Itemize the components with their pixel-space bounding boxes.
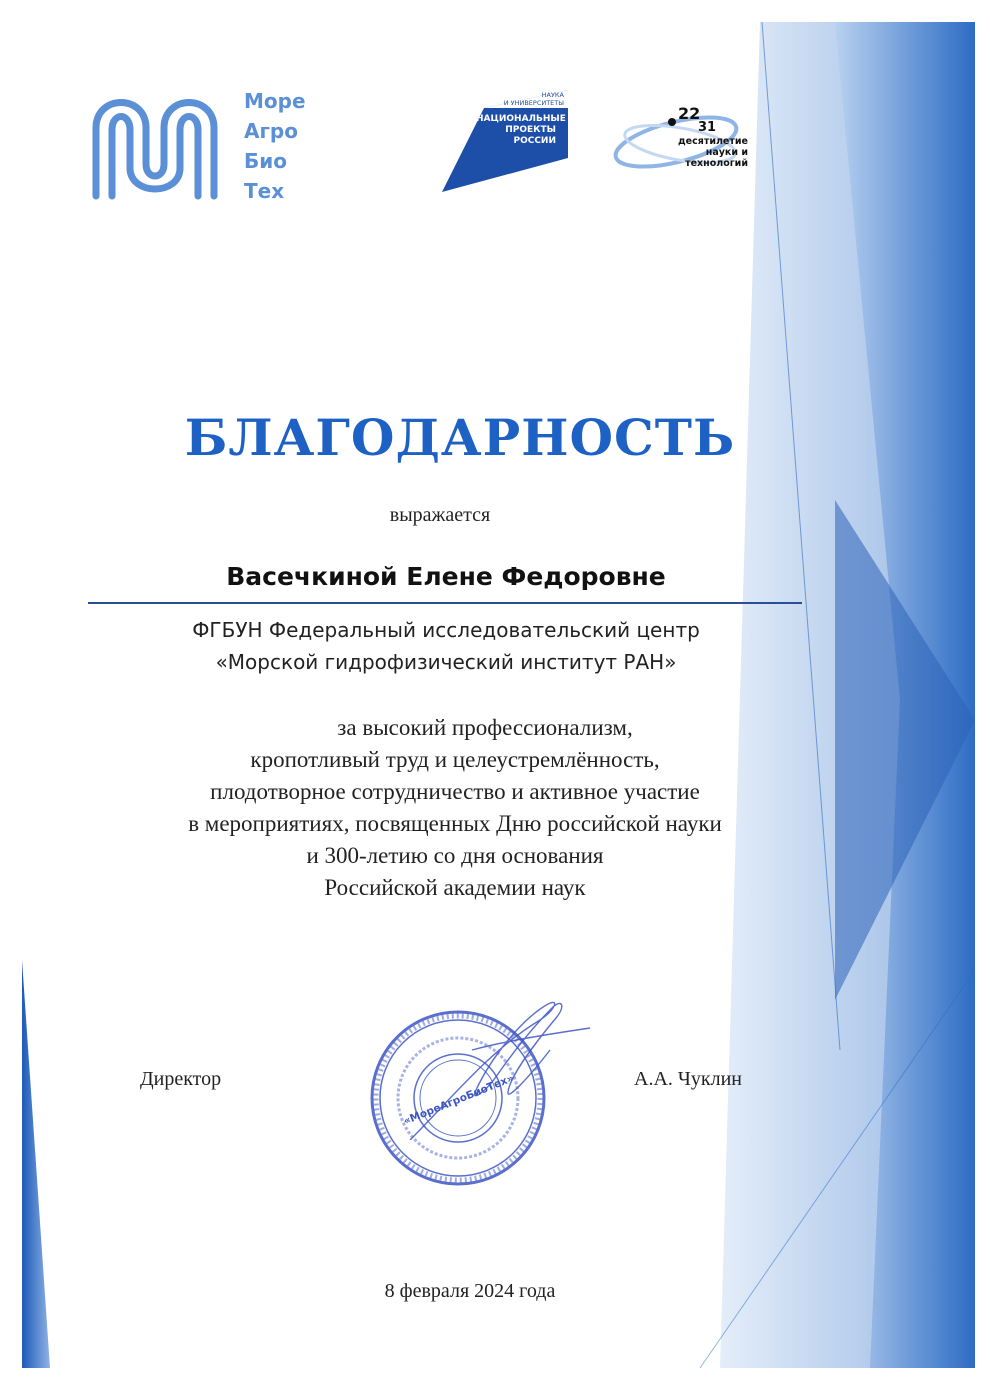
- left-wedge: [22, 960, 50, 1368]
- organization-line: ФГБУН Федеральный исследовательский центр: [192, 618, 700, 642]
- organization-line: «Морской гидрофизический институт РАН»: [215, 650, 677, 674]
- signer-name: А.А. Чуклин: [634, 1068, 742, 1090]
- reason-line: плодотворное сотрудничество и активное участие: [210, 779, 700, 804]
- national-projects-logo: [440, 88, 570, 196]
- logo-line: Био: [244, 149, 287, 173]
- expressed-text: выражается: [389, 504, 491, 526]
- np-small-line: НАУКА: [541, 91, 564, 99]
- moreagrobiotech-logo-text: [244, 86, 306, 206]
- np-big-line: НАЦИОНАЛЬНЫЕ: [476, 114, 566, 124]
- reason-line: в мероприятиях, посвященных Дню российской науки: [188, 811, 722, 836]
- national-projects-big-text: [476, 114, 566, 147]
- decade-text-line: десятилетие: [677, 136, 748, 147]
- decade-num-end: 31: [698, 120, 717, 135]
- certificate-date: 8 февраля 2024 года: [384, 1280, 556, 1302]
- signer-position: Директор: [140, 1068, 222, 1090]
- np-big-line: ПРОЕКТЫ: [505, 125, 556, 135]
- logo-line: Агро: [244, 119, 298, 143]
- reason-line: за высокий профессионализм,: [337, 715, 633, 740]
- decade-text-line: науки и технологий: [685, 147, 748, 169]
- organization: [90, 614, 802, 678]
- np-big-line: РОССИИ: [513, 136, 556, 146]
- stamp-center-text: «МореАгроБиоТех»: [401, 1072, 516, 1128]
- decade-num-start: 22: [678, 104, 701, 123]
- reason-line: кропотливый труд и целеустремлённость,: [250, 747, 660, 772]
- logo-line: Тех: [244, 179, 285, 203]
- reason-line: Российской академии наук: [324, 875, 586, 900]
- decade-text: [650, 136, 748, 169]
- certificate-title: БЛАГОДАРНОСТЬ: [184, 408, 736, 467]
- recipient-name: Васечкиной Елене Федоровне: [226, 562, 666, 591]
- reason-text: [40, 712, 870, 904]
- decade-of-science-logo: [610, 96, 750, 186]
- national-projects-small-text: [474, 91, 564, 107]
- reason-line: и 300-летию со дня основания: [306, 843, 604, 868]
- recipient-underline: [88, 602, 802, 604]
- logo-line: Море: [244, 89, 306, 113]
- np-small-line: И УНИВЕРСИТЕТЫ: [503, 99, 564, 107]
- handwritten-signature: [380, 990, 620, 1140]
